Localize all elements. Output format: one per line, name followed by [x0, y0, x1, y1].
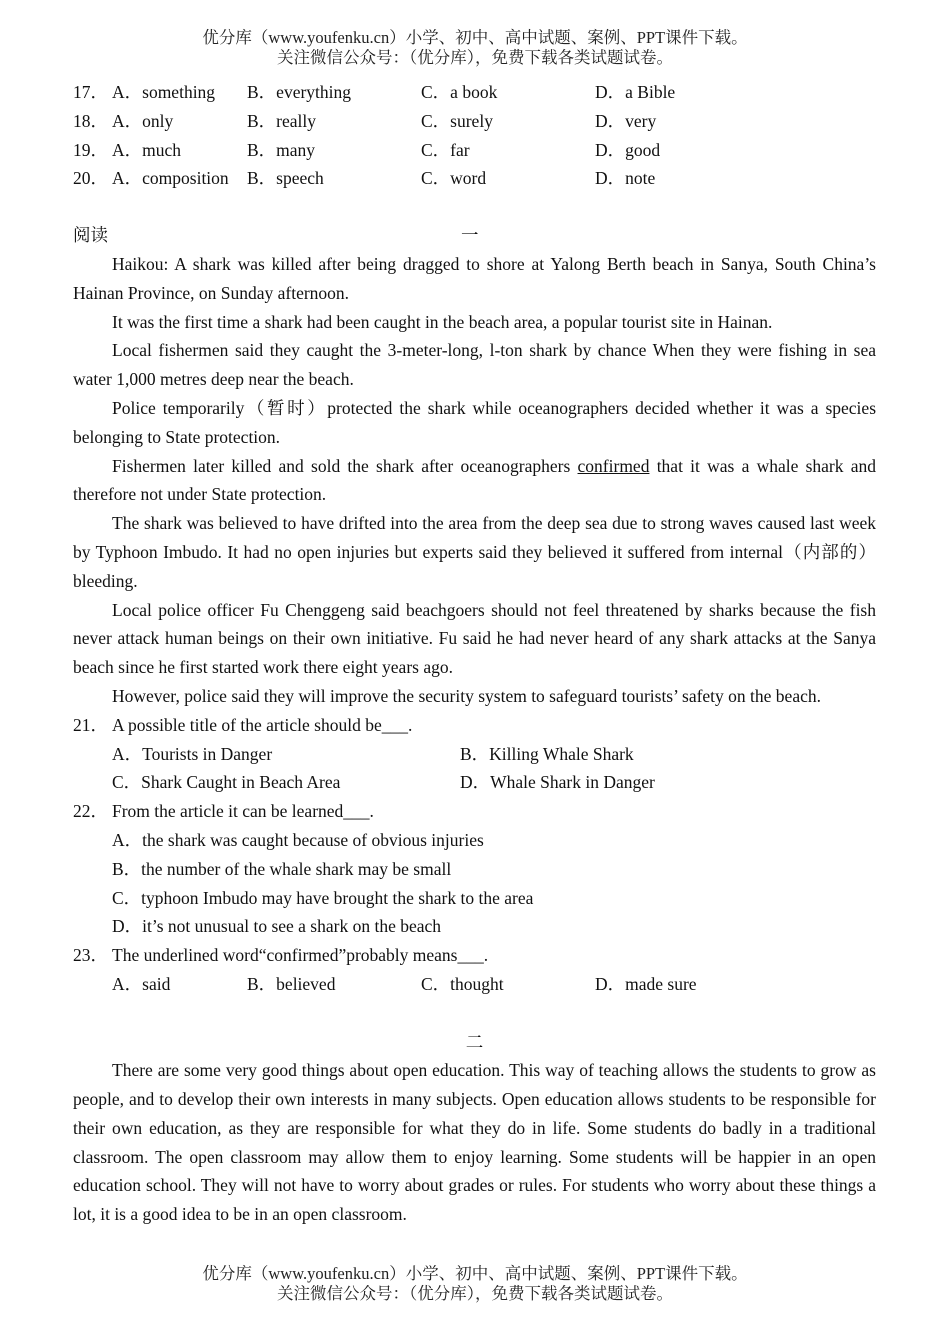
option-c: C．word [421, 168, 487, 189]
option-c: C．far [421, 139, 470, 160]
question-23 [73, 941, 876, 999]
question-number: 18． [73, 110, 108, 131]
option-b: B．believed [247, 973, 336, 994]
question-number: 22． [73, 801, 108, 822]
option-a: A．composition [112, 168, 229, 189]
paragraph-7: Local police officer Fu Chenggeng said beachgoers should not feel threatened by sharks because the fish never attack human beings on their own initiative. Fu said he had never heard of any shark attacks at the Sanya beach since he first started work there eight years ago. [73, 599, 876, 678]
option-a: A．only [112, 110, 174, 131]
option-d: D．note [595, 168, 656, 189]
option-row [73, 970, 876, 999]
option-c: C．a book [421, 82, 498, 102]
option-c: C．typhoon Imbudo may have brought the shark to the area [112, 887, 534, 908]
question-number: 19． [73, 139, 108, 160]
option-d: D．good [595, 139, 661, 160]
page-footer [0, 1264, 950, 1304]
paragraph-4: Police temporarily（暂时）protected the shark while oceanographers decided whether it was a species belonging to State protection. [73, 397, 876, 447]
paragraph-6: The shark was believed to have drifted into the area from the deep sea due to strong waves caused last week by Typhoon Imbudo. It had no open injuries but experts said they believed it suffered from internal（内部的）bleeding. [73, 513, 876, 591]
paragraph-5 [73, 452, 876, 510]
option-d: D．a Bible [595, 82, 676, 102]
footer-line-2: 关注微信公众号：（优分库），免费下载各类试题试卷。 [277, 1284, 673, 1303]
section-2-title: 二 [465, 1031, 484, 1052]
option-d: D．Whale Shark in Danger [460, 772, 655, 793]
question-21 [73, 711, 876, 797]
option-row-20 [73, 164, 876, 193]
option-b: B．Killing Whale Shark [460, 743, 634, 764]
option-row-19 [73, 136, 876, 165]
page-header [0, 28, 950, 68]
option-a: A．said [112, 973, 171, 994]
paragraph-5-start: Fishermen later killed and sold the shark after oceanographers [112, 455, 578, 476]
paragraph-2: It was the first time a shark had been caught in the beach area, a popular tourist site in Hainan. [112, 311, 773, 332]
question-stem [73, 711, 876, 740]
option-b: B．everything [247, 82, 352, 102]
question-stem [73, 797, 876, 826]
question-number: 23． [73, 945, 108, 966]
paragraph-9: There are some very good things about open education. This way of teaching allows the students to grow as people, and to develop their own interests in many subjects. Open education allows students to be responsible for their own education, as they are responsible for what they do in life. Some students do badly in a traditional classroom. The open classroom may allow them to enjoy learning. Some students will be happier in an open education school. They will not have to worry about grades or rules. For students who worry about these things a lot, it is a good idea to be in an open classroom. [73, 1060, 876, 1225]
question-22 [73, 797, 876, 941]
option-row [73, 740, 876, 769]
option-a: A．the shark was caught because of obvious injuries [112, 829, 484, 850]
question-stem [73, 941, 876, 970]
paragraph-5-end: that it was a whale shark and therefore not under State protection. [73, 455, 877, 505]
option-c: C．Shark Caught in Beach Area [112, 772, 341, 793]
option-row-18 [73, 107, 876, 136]
question-text: The underlined word“confirmed”probably means___. [112, 945, 489, 966]
question-text: A possible title of the article should be___. [112, 714, 413, 735]
paragraph-1: Haikou: A shark was killed after being dragged to shore at Yalong Berth beach in Sanya, South China’s Hainan Province, on Sunday afternoon. [73, 253, 876, 303]
underlined-word: confirmed [577, 455, 650, 476]
option-b: B．the number of the whale shark may be small [112, 858, 452, 879]
option-b: B．speech [247, 168, 324, 189]
option-c: C．surely [421, 110, 493, 131]
section-1-title: 一 [461, 225, 479, 246]
footer-line-1: 优分库（www.youfenku.cn）小学、初中、高中试题、案例、PPT课件下载。 [202, 1264, 748, 1283]
option-a: A．Tourists in Danger [112, 743, 273, 764]
option-b: B．many [247, 139, 316, 160]
header-line-1: 优分库（www.youfenku.cn）小学、初中、高中试题、案例、PPT课件下载。 [202, 28, 748, 47]
header-line-2: 关注微信公众号：（优分库），免费下载各类试题试卷。 [277, 48, 673, 67]
option-c: C．thought [421, 973, 504, 994]
question-number: 20． [73, 168, 108, 189]
document-body [73, 78, 876, 1229]
option-row [73, 768, 876, 797]
paragraph-3: Local fishermen said they caught the 3-meter-long, l-ton shark by chance When they were fishing in sea water 1,000 metres deep near the beach. [73, 340, 876, 390]
question-number: 21． [73, 714, 108, 735]
paragraph-8: However, police said they will improve the security system to safeguard tourists’ safety on the beach. [112, 685, 821, 706]
option-row-17 [73, 78, 876, 107]
option-d: D．it’s not unusual to see a shark on the beach [112, 916, 442, 937]
question-text: From the article it can be learned___. [112, 801, 374, 822]
option-b: B．really [247, 110, 317, 131]
reading-label: 阅读 [73, 225, 108, 246]
question-number: 17． [73, 82, 108, 102]
option-d: D．made sure [595, 973, 697, 994]
option-d: D．very [595, 110, 657, 131]
reading-section-heading [73, 221, 876, 250]
option-a: A．something [112, 82, 216, 102]
option-a: A．much [112, 139, 182, 160]
cloze-options [73, 78, 876, 193]
